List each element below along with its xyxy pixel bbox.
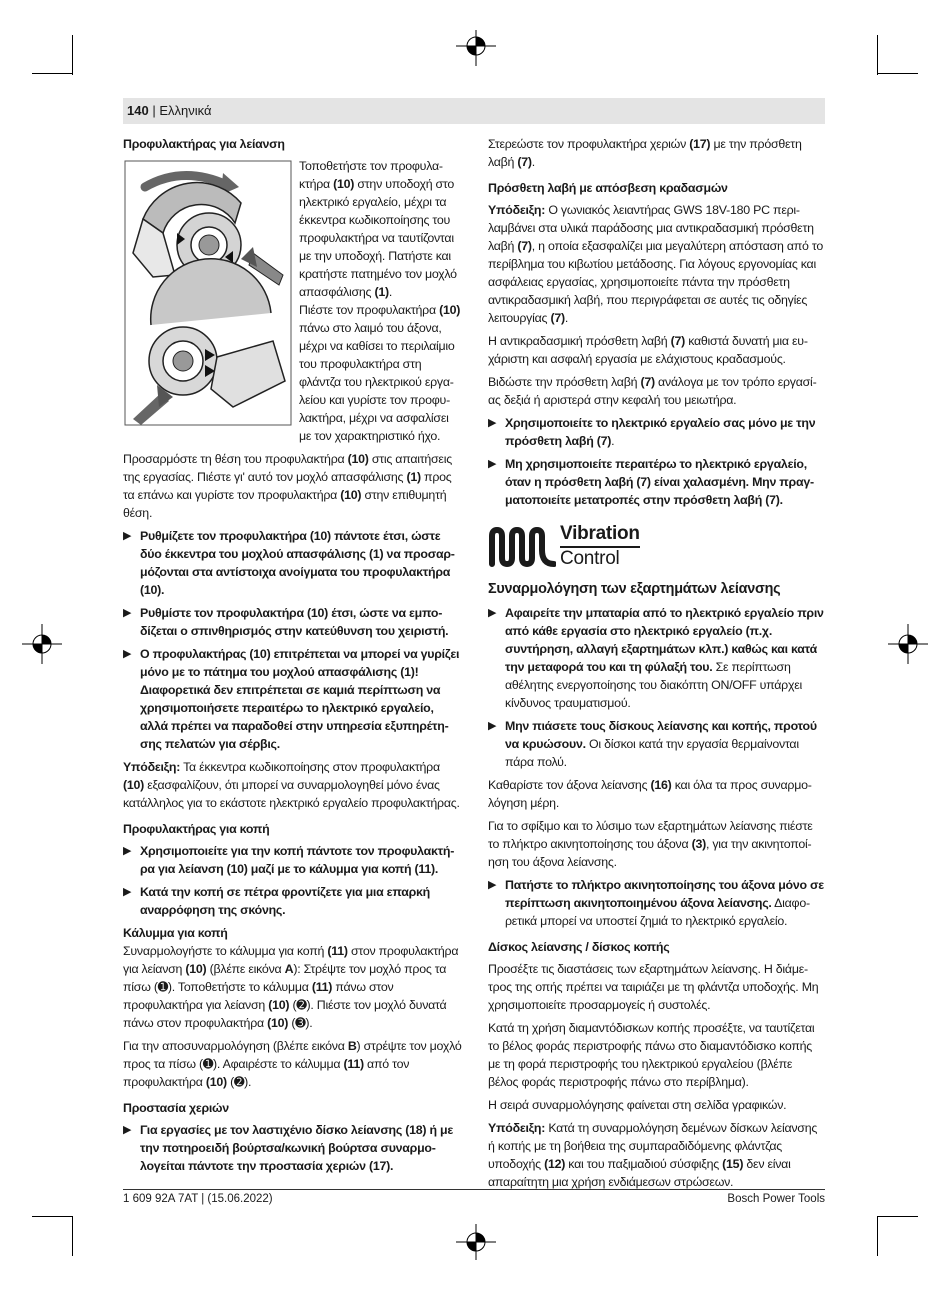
bullet-arrow-icon: ▶ <box>123 648 132 660</box>
warning-bullet <box>123 527 462 599</box>
bullet-text: Μη χρησιμοποιείτε περαιτέρω το ηλεκτρικό εργαλείο, όταν η πρόσθετη λαβή (7) είναι χαλασμένη. Μην πραγματοποιείτε μετατροπές στην πρόσθετη λαβή (7). <box>505 457 815 507</box>
ref-number: (16) <box>650 778 672 792</box>
heading-aux-handle: Πρόσθετη λαβή με απόσβεση κραδασμών <box>488 181 728 195</box>
bullet-text: Μην πιάσετε τους δίσκους λείανσης και κοπής, προτού να κρυώσουν. <box>505 719 817 751</box>
ref-number: (3) <box>691 837 706 851</box>
text: (➌). <box>288 1016 313 1030</box>
ref-number: (10) <box>185 962 207 976</box>
bullet-text: Ο προφυλακτήρας (10) επιτρέπεται να μπορεί να γυρίζει μόνο με το πάτημα του μοχλού απασφάλισης (1)! Διαφορετικά δεν επιτρέπεται σε καμιά περίπτωση να χρησιμοποιήσετε περαιτέρω το ηλεκτρικό εργαλείο, αλλά πρέπει να παραδοθεί στην υπηρεσία εξυπηρέτησης πελατών για σέρβις. <box>140 647 460 751</box>
registration-mark-left <box>22 624 62 664</box>
assembly-order-paragraph: Η σειρά συναρμολόγησης φαίνεται στη σελίδα γραφικών. <box>488 1098 787 1112</box>
bullet-arrow-icon: ▶ <box>123 530 132 542</box>
ref-number: (11) <box>311 980 333 994</box>
header-bar <box>123 98 825 124</box>
ref-number: (1) <box>406 470 421 484</box>
note-paragraph <box>123 758 462 812</box>
footer-doc-number: 1 609 92A 7AT | (15.06.2022) <box>123 1193 273 1205</box>
text: Οι δίσκοι κατά την εργασία θερμαίνονται πάρα πολύ. <box>505 737 799 769</box>
text: , η οποία εξασφαλίζει μια μεγαλύτερη απόσταση από το περίβλημα του κιβωτίου μετάδοσης. Για λόγους εργονομίας και ασφάλειας εργασίας, χρησιμοποιείτε πάντα την πρόσθετη αντικραδασμική λαβή, που περιγράφεται σε αυτές τις οδηγίες λειτουργίας <box>488 239 823 325</box>
registration-mark-right <box>888 624 928 664</box>
text: Συναρμολογήστε το κάλυμμα για κοπή <box>123 944 328 958</box>
vibration-control-logo <box>488 523 825 570</box>
text: Βιδώστε την πρόσθετη λαβή <box>488 375 641 389</box>
footer-brand: Bosch Power Tools <box>727 1193 825 1205</box>
ref-number: (7) <box>517 239 532 253</box>
text: με την πρόσθετη λαβή <box>488 137 802 169</box>
bullet-arrow-icon: ▶ <box>488 417 497 429</box>
hand-guard-paragraph <box>488 135 825 171</box>
vibration-wave-icon <box>488 526 556 568</box>
logo-text-vibration: Vibration <box>560 523 640 548</box>
figure-ref: B <box>347 1039 357 1053</box>
text: Προσαρμόστε τη θέση του προφυλακτήρα <box>123 452 348 466</box>
page-header <box>127 103 211 118</box>
text: πάνω στο λαιμό του άξονα, μέχρι να καθίσει το περιλαίμιο του προφυλακτήρα στη φλάντζα του ηλεκτρικού εργαλείου και γυρίστε τον προφυλακτήρα, μέχρι να ασφαλίσει με τον χαρακτηριστικό ήχο. <box>299 321 455 443</box>
warning-bullet <box>488 604 825 712</box>
bullet-arrow-icon: ▶ <box>488 607 497 619</box>
page-footer <box>123 1189 825 1205</box>
header-language: Ελληνικά <box>159 103 212 118</box>
page-number: 140 <box>127 103 149 118</box>
note-label: Υπόδειξη: <box>123 760 181 774</box>
bullet-arrow-icon: ▶ <box>123 886 132 898</box>
ref-number: (10) <box>347 452 369 466</box>
header-separator: | <box>152 103 160 118</box>
warning-bullet <box>488 717 825 771</box>
bullet-text: Χρησιμοποιείτε για την κοπή πάντοτε τον προφυλακτήρα για λείανση (10) μαζί με το κάλυμμα για κοπή (11). <box>140 844 455 876</box>
text: Για την αποσυναρμολόγηση (βλέπε εικόνα <box>123 1039 348 1053</box>
ref-number: (11) <box>343 1057 364 1071</box>
crop-mark <box>32 73 72 74</box>
text: (➋). Πιέστε τον μοχλό δυνατά πάνω στον προφυλακτήρα <box>123 998 447 1030</box>
text: (βλέπε εικόνα <box>206 962 285 976</box>
bullet-arrow-icon: ▶ <box>123 845 132 857</box>
ref-number: (10) <box>333 177 355 191</box>
ref-number: (10) <box>340 488 362 502</box>
registration-mark-bottom <box>456 1224 496 1260</box>
ref-number: (7) <box>550 311 565 325</box>
ref-number: (10) <box>439 303 461 317</box>
heading-hand-guard: Προστασία χεριών <box>123 1101 229 1115</box>
guard-adjust-paragraph <box>123 450 462 522</box>
text: στις απαιτήσεις της εργασίας. Πιέστε γι' αυτό τον μοχλό απασφάλισης <box>123 452 452 484</box>
text: Τα έκκεντρα κωδικοποίησης στον προφυλακτήρα <box>180 760 440 774</box>
warning-bullet <box>123 883 462 919</box>
text: εξασφαλίζουν, ότι μπορεί να συναρμολογηθεί μόνο ένας κατάλληλος για το εκάστοτε ηλεκτρικό εργαλείο προφυλακτήρας. <box>123 778 460 810</box>
heading-cutting-cover: Κάλυμμα για κοπή <box>123 926 228 940</box>
text: . <box>531 155 535 169</box>
text: ): Στρέψτε τον μοχλό προς τα πίσω (➊). Τοποθετήστε το κάλυμμα <box>123 962 447 994</box>
text: καθιστά δυνατή μια ευχάριστη και ασφαλή εργασία με ελάχιστους κραδασμούς. <box>488 334 808 366</box>
heading-cutting-guard: Προφυλακτήρας για κοπή <box>123 822 270 836</box>
bullet-arrow-icon: ▶ <box>123 607 132 619</box>
text: . <box>388 285 393 299</box>
text: και του παξιμαδιού σύσφιξης <box>565 1157 723 1171</box>
crop-mark <box>877 1216 878 1256</box>
disc-dimensions-paragraph: Προσέξτε τις διαστάσεις των εξαρτημάτων λείανσης. Η διάμετρος της οπής πρέπει να ταιριάζει με τη φλάντζα υποδοχής. Μη χρησιμοποιείτε προσαρμογείς ή συστολές. <box>488 962 819 1012</box>
ref-number: (7) <box>670 334 685 348</box>
text: , για την ακινητοποίηση του άξονα λείανσης. <box>488 837 812 869</box>
crop-mark <box>878 1216 918 1217</box>
ref-number: (10) <box>123 778 145 792</box>
text: . <box>564 311 569 325</box>
note-label: Υπόδειξη: <box>488 1121 546 1135</box>
text: Κατά τη συναρμολόγηση δεμένων δίσκων λείανσης ή κοπής με τη βοήθεια της συμπαραδιδόμενης φλάντζας υποδοχής <box>488 1121 818 1171</box>
ref-number: (10) <box>268 998 290 1012</box>
text: Διαφορετικά μπορεί να υποστεί ζημιά το ηλεκτρικό εργαλείο. <box>505 896 811 928</box>
warning-bullet <box>488 876 825 930</box>
ref-number: (10) <box>205 1075 227 1089</box>
bullet-text: Ρυθμίζετε τον προφυλακτήρα (10) πάντοτε έτσι, ώστε δύο έκκεντρα του μοχλού απασφάλισης (1) να προσαρμόζονται στα αντίστοιχα ανοίγματα του προφυλακτήρα (10). <box>140 529 455 597</box>
crop-mark <box>32 1216 72 1217</box>
bullet-arrow-icon: ▶ <box>488 879 497 891</box>
warning-bullet <box>488 455 825 509</box>
bullet-text: Κατά την κοπή σε πέτρα φροντίζετε για μια επαρκή αναρρόφηση της σκόνης. <box>140 885 430 917</box>
guard-figure <box>123 157 293 429</box>
crop-mark <box>72 1216 73 1256</box>
aux-handle-paragraph <box>488 332 825 368</box>
text: Η αντικραδασμική πρόσθετη λαβή <box>488 334 671 348</box>
text: από τον προφυλακτήρα <box>123 1057 410 1089</box>
aux-handle-mount-paragraph <box>488 373 825 409</box>
cover-assembly-paragraph <box>123 942 462 1032</box>
spindle-lock-paragraph <box>488 817 825 871</box>
text: Τοποθετήστε τον προφυλακτήρα <box>299 159 444 191</box>
note-paragraph <box>488 1119 825 1191</box>
left-column <box>123 135 462 1180</box>
bullet-arrow-icon: ▶ <box>488 720 497 732</box>
warning-bullet <box>488 414 825 450</box>
ref-number: (11) <box>327 944 348 958</box>
registration-mark-top <box>456 30 496 66</box>
warning-bullet <box>123 1121 462 1175</box>
figure-ref: A <box>284 962 294 976</box>
warning-bullet <box>123 842 462 878</box>
heading-mounting-accessories: Συναρμολόγηση των εξαρτημάτων λείανσης <box>488 581 781 597</box>
crop-mark <box>878 73 918 74</box>
bullet-arrow-icon: ▶ <box>123 1124 132 1136</box>
text: στην υποδοχή στο ηλεκτρικό εργαλείο, μέχρι τα έκκεντρα κωδικοποίησης του προφυλακτήρα να ταυτίζονται με την υποδοχή. Πατήστε και κρατήστε πατημένο τον μοχλό απασφάλισης <box>299 177 457 299</box>
bullet-text: Χρησιμοποιείτε το ηλεκτρικό εργαλείο σας μόνο με την πρόσθετη λαβή <box>505 416 816 448</box>
text: Πιέστε τον προφυλακτήρα <box>299 303 440 317</box>
ref-number: (10) <box>267 1016 289 1030</box>
text: ) στρέψτε τον μοχλό προς τα πίσω (➊). Αφαιρέστε το κάλυμμα <box>123 1039 462 1071</box>
ref-number: (17) <box>689 137 711 151</box>
text: πάνω στον προφυλακτήρα για λείανση <box>123 980 394 1012</box>
text: Για το σφίξιμο και το λύσιμο των εξαρτημάτων λείανσης πιέστε το πλήκτρο ακινητοποίησης του άξονα <box>488 819 813 851</box>
guard-illustration <box>123 157 293 429</box>
text: ανάλογα με τον τρόπο εργασίας δεξιά ή αριστερά στην κεφαλή του μειωτήρα. <box>488 375 817 407</box>
bullet-text: Για εργασίες με τον λαστιχένιο δίσκο λείανσης (18) ή με την ποτηροειδή βούρτσα/κωνική βούρτσα συναρμολογείται πάντοτε την προστασία χεριών (17). <box>140 1123 453 1173</box>
text: στον προφυλακτήρα για λείανση <box>123 944 459 976</box>
text: (➋). <box>226 1075 252 1089</box>
bullet-text: Πατήστε το πλήκτρο ακινητοποίησης του άξονα μόνο σε περίπτωση ακινητοποιημένου άξονα λείανσης. <box>505 878 824 910</box>
ref-number: (12) <box>544 1157 566 1171</box>
diamond-disc-paragraph: Κατά τη χρήση διαμαντόδισκων κοπής προσέξτε, να ταυτίζεται το βέλος φοράς περιστροφής πάνω στο διαμαντόδισκο κοπής με τη φορά περιστροφής του ηλεκτρικού εργαλείου (βλέπε βέλος φοράς περιστροφής πάνω στο περίβλημα). <box>488 1021 815 1089</box>
heading-grinding-guard: Προφυλακτήρας για λείανση <box>123 137 285 151</box>
ref-number: (7) <box>596 434 612 448</box>
ref-number: (1) <box>374 285 389 299</box>
bullet-arrow-icon: ▶ <box>488 458 497 470</box>
heading-discs: Δίσκος λείανσης / δίσκος κοπής <box>488 940 670 954</box>
text: Στερεώστε τον προφυλακτήρα χεριών <box>488 137 690 151</box>
ref-number: (15) <box>722 1157 744 1171</box>
crop-mark <box>72 35 73 75</box>
crop-mark <box>877 35 878 75</box>
text: προς τα επάνω και γυρίστε τον προφυλακτήρα <box>123 470 452 502</box>
ref-number: (7) <box>640 375 655 389</box>
text: . <box>611 434 615 448</box>
text: Σε περίπτωση αθέλητης ενεργοποίησης του διακόπτη ON/OFF υπάρχει κίνδυνος τραυματισμού. <box>505 660 802 710</box>
ref-number: (7) <box>517 155 532 169</box>
text: στην επιθυμητή θέση. <box>123 488 447 520</box>
warning-bullet <box>123 604 462 640</box>
note-label: Υπόδειξη: <box>488 203 546 217</box>
text: Καθαρίστε τον άξονα λείανσης <box>488 778 651 792</box>
text: δεν είναι απαραίτητη μια χρήση ενδιάμεσων στρώσεων. <box>488 1157 791 1189</box>
text: Ο γωνιακός λειαντήρας GWS 18V-180 PC περιλαμβάνει στα υλικά παράδοσης μια αντικραδασμική πρόσθετη λαβή <box>488 203 814 253</box>
bullet-text: Αφαιρείτε την μπαταρία από το ηλεκτρικό εργαλείο πριν από κάθε εργασία στο ηλεκτρικό εργαλείο (π.χ. συντήρηση, αλλαγή εξαρτημάτων κλπ.) καθώς και κατά την μεταφορά του και τη φύλαξή του. <box>505 606 824 674</box>
cover-removal-paragraph <box>123 1037 462 1091</box>
logo-text-control: Control <box>560 548 620 569</box>
note-paragraph <box>488 201 825 327</box>
text: και όλα τα προς συναρμολόγηση μέρη. <box>488 778 812 810</box>
clean-spindle-paragraph <box>488 776 825 812</box>
warning-bullet <box>123 645 462 753</box>
bullet-text: Ρυθμίστε τον προφυλακτήρα (10) έτσι, ώστε να εμποδίζεται ο σπινθηρισμός στην κατεύθυνση του χειριστή. <box>140 606 449 638</box>
right-column <box>488 135 825 1196</box>
